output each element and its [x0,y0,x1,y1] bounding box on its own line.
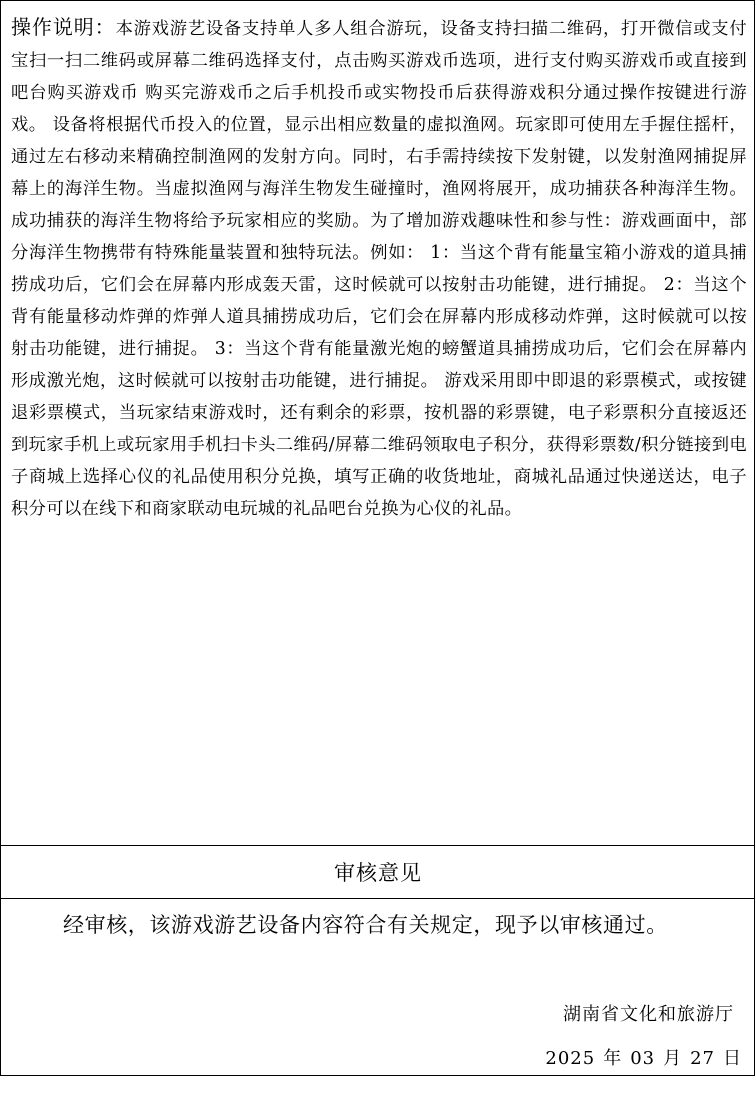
date-month: 03 [630,1048,656,1069]
date-year-unit: 年 [603,1048,623,1069]
operation-instructions-section [1,1,755,846]
date-day: 27 [690,1048,715,1069]
operation-instructions-text [11,11,747,525]
approval-date [537,1045,742,1073]
instructions-body: 本游戏游艺设备支持单人多人组合游玩，设备支持扫描二维码，打开微信或支付宝扫一扫二维码或屏幕二维码选择支付，点击购买游戏币选项，进行支付购买游戏币或直接到吧台购买游戏币 购买完游戏币之后手机投币或实物投币后获得游戏积分通过操作按键进行游戏。 设备将根据代币投入的位置，显示出相应数量的虚拟渔网。玩家即可使用左手握住摇杆，通过左右移动来精确控制渔网的发射方向。同时，右手需持续按下发射键，以发射渔网捕捉屏幕上的海洋生物。当虚拟渔网与海洋生物发生碰撞时，渔网将展开，成功捕获各种海洋生物。成功捕获的海洋生物将给予玩家相应的奖励。为了增加游戏趣味性和参与性：游戏画面中，部分海洋生物携带有特殊能量装置和独特玩法。例如： 1：当这个背有能量宝箱小游戏的道具捕捞成功后，它们会在屏幕内形成轰天雷，这时候就可以按射击功能键，进行捕捉。 2：当这个背有能量移动炸弹的炸弹人道具捕捞成功后，它们会在屏幕内形成移动炸弹，这时候就可以按射击功能键，进行捕捉。 3：当这个背有能量激光炮的螃蟹道具捕捞成功后，它们会在屏幕内形成激光炮，这时候就可以按射击功能键，进行捕捉。 游戏采用即中即退的彩票模式，或按键退彩票模式，当玩家结束游戏时，还有剩余的彩票，按机器的彩票键，电子彩票积分直接返还到玩家手机上或玩家用手机扫卡头二维码/屏幕二维码领取电子积分，获得彩票数/积分链接到电子商城上选择心仪的礼品使用积分兑换，填写正确的收货地址，商城礼品通过快递送达，电子积分可以在线下和商家联动电玩城的礼品吧台兑换为心仪的礼品。 [11,19,747,519]
date-year: 2025 [545,1048,596,1069]
date-day-unit: 日 [723,1048,742,1069]
review-opinion-text: 经审核，该游戏游艺设备内容符合有关规定，现予以审核通过。 [63,913,668,937]
issuing-authority: 湖南省文化和旅游厅 [563,1004,734,1025]
date-month-unit: 月 [663,1048,683,1069]
instructions-lead-label: 操作说明： [11,15,116,39]
review-opinion-title: 审核意见 [1,847,755,899]
